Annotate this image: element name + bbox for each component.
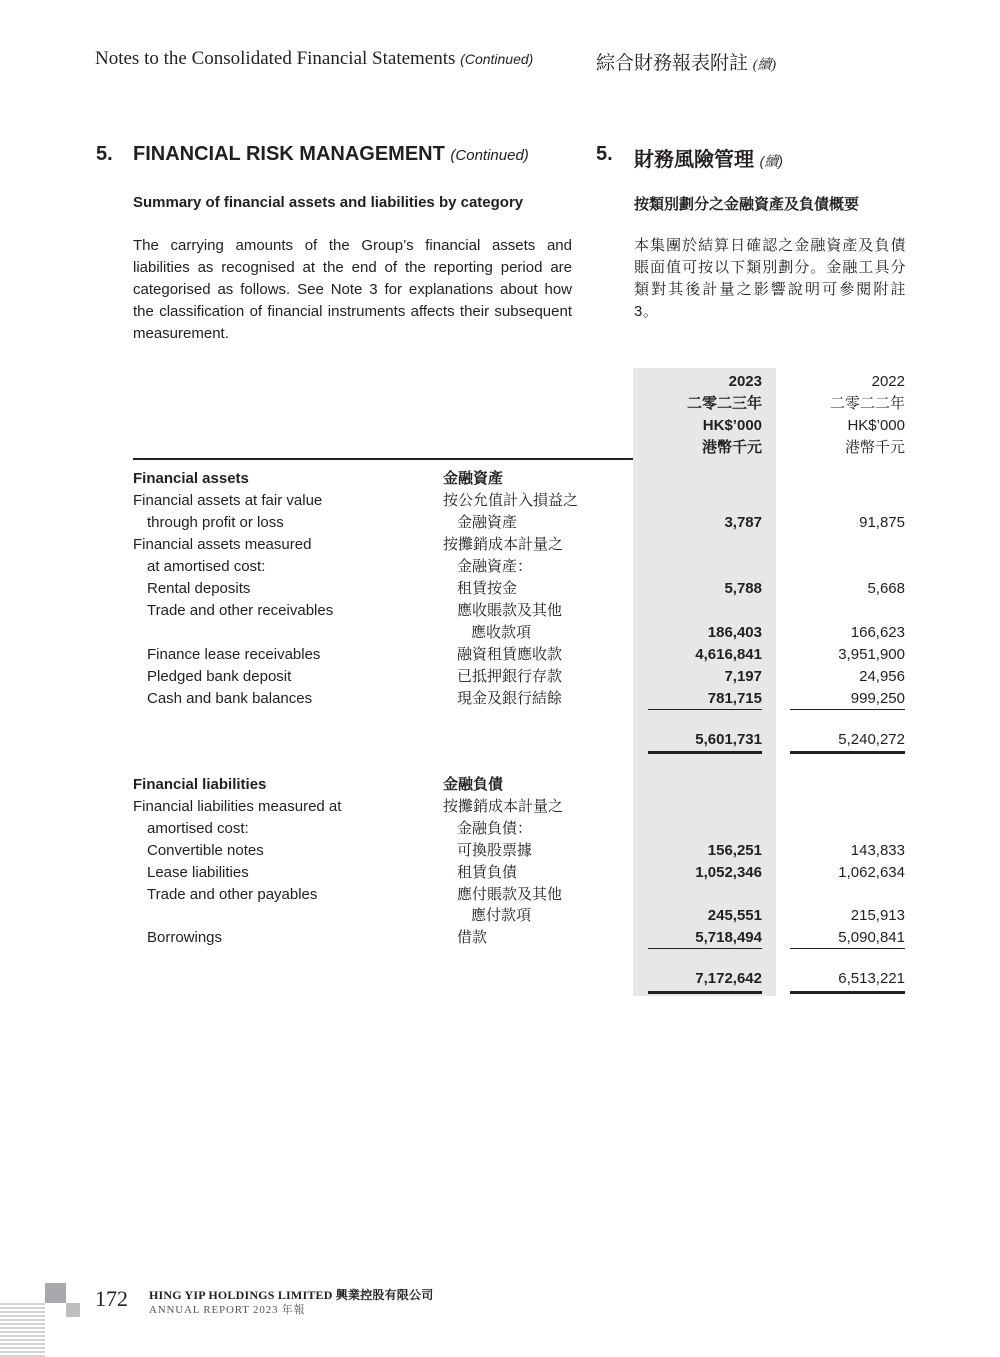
fvtpl-label-zh-2: 金融資產 bbox=[457, 514, 518, 531]
borrowings-value-2023: 5,718,494 bbox=[695, 929, 762, 946]
borrowings-label-en: Borrowings bbox=[147, 929, 223, 946]
amortised-assets-label-en-2: at amortised cost: bbox=[147, 558, 266, 575]
liabilities-heading-zh: 金融負債 bbox=[443, 776, 504, 793]
column-header-2023 bbox=[612, 371, 762, 459]
column-header-2023-unit-zh: 港幣千元 bbox=[701, 439, 762, 456]
pledged-deposit-label-en: Pledged bank deposit bbox=[147, 668, 292, 685]
footer-stripe-decoration bbox=[0, 1303, 45, 1357]
assets-total-rule-2022 bbox=[790, 751, 905, 754]
table-row-rental-deposits bbox=[0, 578, 1000, 600]
table-row-amortised-assets-line1 bbox=[0, 534, 1000, 556]
fvtpl-label-en-1: Financial assets at fair value bbox=[133, 492, 323, 509]
rental-deposits-value-2023: 5,788 bbox=[724, 580, 762, 597]
table-row-finance-lease-receivables bbox=[0, 644, 1000, 666]
paragraph-zh: 本集團於結算日確認之金融資產及負債賬面值可按以下類別劃分。金融工具分類對其後計量之影響說明可參閱附註3。 bbox=[634, 237, 906, 320]
assets-heading-zh: 金融資產 bbox=[443, 470, 504, 487]
section-number-zh: 5. bbox=[596, 143, 613, 165]
cash-balances-label-en: Cash and bank balances bbox=[147, 690, 313, 707]
finance-lease-receivables-value-2023: 4,616,841 bbox=[695, 646, 762, 663]
fvtpl-label-zh-1: 按公允值計入損益之 bbox=[443, 492, 579, 509]
fvtpl-label-en-2: through profit or loss bbox=[147, 514, 284, 531]
liabilities-subtotal-rule-2023 bbox=[648, 948, 762, 949]
liabilities-subtotal-rule-2022 bbox=[790, 948, 905, 949]
section-title-zh-continued: (續) bbox=[759, 153, 783, 169]
trade-receivables-label-zh-1: 應收賬款及其他 bbox=[457, 602, 563, 619]
amortised-liabilities-label-zh-2: 金融負債： bbox=[457, 820, 533, 837]
convertible-notes-label-en: Convertible notes bbox=[147, 842, 264, 859]
liabilities-total-value-2023: 7,172,642 bbox=[695, 970, 762, 987]
finance-lease-receivables-label-zh: 融資租賃應收款 bbox=[457, 646, 563, 663]
table-row-amortised-liabilities-line1 bbox=[0, 796, 1000, 818]
fvtpl-value-2022: 91,875 bbox=[859, 514, 905, 531]
finance-lease-receivables-value-2022: 3,951,900 bbox=[838, 646, 905, 663]
table-row-trade-payables-line1 bbox=[0, 884, 1000, 906]
trade-receivables-label-zh-2: 應收款項 bbox=[471, 624, 532, 641]
running-header-zh-title: 綜合財務報表附註 bbox=[596, 53, 749, 74]
assets-subtotal-rule-2022 bbox=[790, 709, 905, 710]
footer-company-name: HING YIP HOLDINGS LIMITED 興業控股有限公司 bbox=[149, 1288, 434, 1302]
liabilities-total-value-2022: 6,513,221 bbox=[838, 970, 905, 987]
amortised-assets-label-zh-2: 金融資產： bbox=[457, 558, 533, 575]
amortised-liabilities-label-en-2: amortised cost: bbox=[147, 820, 249, 837]
running-header-en bbox=[95, 48, 533, 70]
assets-total-rule-2023 bbox=[648, 751, 762, 754]
cash-balances-value-2022: 999,250 bbox=[850, 690, 905, 707]
fvtpl-value-2023: 3,787 bbox=[724, 514, 762, 531]
pledged-deposit-value-2023: 7,197 bbox=[724, 668, 762, 685]
column-header-2023-year: 2023 bbox=[728, 373, 762, 390]
table-row-cash-balances bbox=[0, 688, 1000, 710]
assets-subtotal-rule-2023 bbox=[648, 709, 762, 710]
liabilities-total-rule-2023 bbox=[648, 991, 762, 994]
cash-balances-value-2023: 781,715 bbox=[707, 690, 762, 707]
column-header-2023-year-zh: 二零二三年 bbox=[686, 395, 762, 412]
table-row-trade-receivables bbox=[0, 622, 1000, 644]
trade-payables-label-zh-1: 應付賬款及其他 bbox=[457, 886, 563, 903]
borrowings-label-zh: 借款 bbox=[457, 929, 488, 946]
assets-total-value-2022: 5,240,272 bbox=[838, 731, 905, 748]
assets-total-value-2023: 5,601,731 bbox=[695, 731, 762, 748]
convertible-notes-label-zh: 可換股票據 bbox=[457, 842, 533, 859]
trade-payables-label-zh-2: 應付款項 bbox=[471, 907, 532, 924]
table-row-amortised-liabilities-line2 bbox=[0, 818, 1000, 840]
running-header-zh bbox=[596, 48, 776, 75]
table-row-fvtpl bbox=[0, 512, 1000, 534]
trade-payables-label-en: Trade and other payables bbox=[147, 886, 318, 903]
running-header-en-continued: (Continued) bbox=[460, 51, 534, 67]
column-header-2023-unit: HK$’000 bbox=[702, 417, 762, 434]
pledged-deposit-value-2022: 24,956 bbox=[859, 668, 905, 685]
column-header-2022-unit-zh: 港幣千元 bbox=[844, 439, 905, 456]
table-row-convertible-notes bbox=[0, 840, 1000, 862]
footer-small-square-decoration bbox=[66, 1303, 80, 1317]
table-row-fvtpl-line1 bbox=[0, 490, 1000, 512]
liabilities-heading-en: Financial liabilities bbox=[133, 776, 267, 793]
running-header-en-title: Notes to the Consolidated Financial Statements bbox=[95, 48, 456, 69]
liabilities-total-rule-2022 bbox=[790, 991, 905, 994]
lease-liabilities-value-2022: 1,062,634 bbox=[838, 864, 905, 881]
table-row-pledged-deposit bbox=[0, 666, 1000, 688]
column-header-2022 bbox=[755, 371, 905, 459]
section-title-zh bbox=[634, 143, 783, 172]
section-title-en-continued: (Continued) bbox=[450, 147, 529, 164]
table-row-amortised-assets-line2 bbox=[0, 556, 1000, 578]
assets-heading-en: Financial assets bbox=[133, 470, 249, 487]
cash-balances-label-zh: 現金及銀行結餘 bbox=[457, 690, 563, 707]
table-row-liabilities-total bbox=[0, 968, 1000, 990]
paragraph-en: The carrying amounts of the Group’s financial assets and liabilities as recognised at the end of the reporting period are categorised as follows. See Note 3 for explanations about how the classification of financial instruments affects their subsequent measurement. bbox=[133, 237, 572, 342]
trade-receivables-value-2023: 186,403 bbox=[707, 624, 762, 641]
footer-square-decoration bbox=[45, 1283, 66, 1303]
lease-liabilities-label-zh: 租賃負債 bbox=[457, 864, 518, 881]
rental-deposits-label-en: Rental deposits bbox=[147, 580, 251, 597]
table-row-trade-receivables-line1 bbox=[0, 600, 1000, 622]
borrowings-value-2022: 5,090,841 bbox=[838, 929, 905, 946]
section-title-zh-text: 財務風險管理 bbox=[634, 149, 754, 171]
table-row-liabilities-heading bbox=[0, 774, 1000, 796]
table-row-borrowings bbox=[0, 927, 1000, 949]
trade-receivables-value-2022: 166,623 bbox=[850, 624, 905, 641]
table-row-assets-total bbox=[0, 729, 1000, 751]
footer-report-title: ANNUAL REPORT 2023 年報 bbox=[149, 1304, 306, 1316]
running-header-zh-continued: (續) bbox=[752, 58, 777, 73]
table-row-lease-liabilities bbox=[0, 862, 1000, 884]
trade-receivables-label-en: Trade and other receivables bbox=[147, 602, 334, 619]
section-title-en-text: FINANCIAL RISK MANAGEMENT bbox=[133, 143, 445, 165]
table-header-rule bbox=[133, 458, 633, 460]
amortised-liabilities-label-zh-1: 按攤銷成本計量之 bbox=[443, 798, 564, 815]
convertible-notes-value-2022: 143,833 bbox=[850, 842, 905, 859]
column-header-2022-year: 2022 bbox=[871, 373, 905, 390]
finance-lease-receivables-label-en: Finance lease receivables bbox=[147, 646, 321, 663]
subheading-zh: 按類別劃分之金融資產及負債概要 bbox=[634, 196, 860, 213]
rental-deposits-value-2022: 5,668 bbox=[867, 580, 905, 597]
column-header-2022-year-zh: 二零二二年 bbox=[829, 395, 905, 412]
rental-deposits-label-zh: 租賃按金 bbox=[457, 580, 518, 597]
page-number: 172 bbox=[95, 1286, 128, 1311]
lease-liabilities-label-en: Lease liabilities bbox=[147, 864, 249, 881]
trade-payables-value-2023: 245,551 bbox=[707, 907, 762, 924]
subheading-en: Summary of financial assets and liabilities by category bbox=[133, 194, 524, 211]
trade-payables-value-2022: 215,913 bbox=[850, 907, 905, 924]
lease-liabilities-value-2023: 1,052,346 bbox=[695, 864, 762, 881]
amortised-assets-label-zh-1: 按攤銷成本計量之 bbox=[443, 536, 564, 553]
column-header-2022-unit: HK$’000 bbox=[847, 417, 905, 434]
amortised-liabilities-label-en-1: Financial liabilities measured at bbox=[133, 798, 342, 815]
section-number-en: 5. bbox=[96, 143, 113, 165]
table-row-assets-heading bbox=[0, 468, 1000, 490]
table-row-trade-payables bbox=[0, 905, 1000, 927]
amortised-assets-label-en-1: Financial assets measured bbox=[133, 536, 312, 553]
section-title-en bbox=[133, 143, 529, 166]
pledged-deposit-label-zh: 已抵押銀行存款 bbox=[457, 668, 563, 685]
convertible-notes-value-2023: 156,251 bbox=[707, 842, 762, 859]
